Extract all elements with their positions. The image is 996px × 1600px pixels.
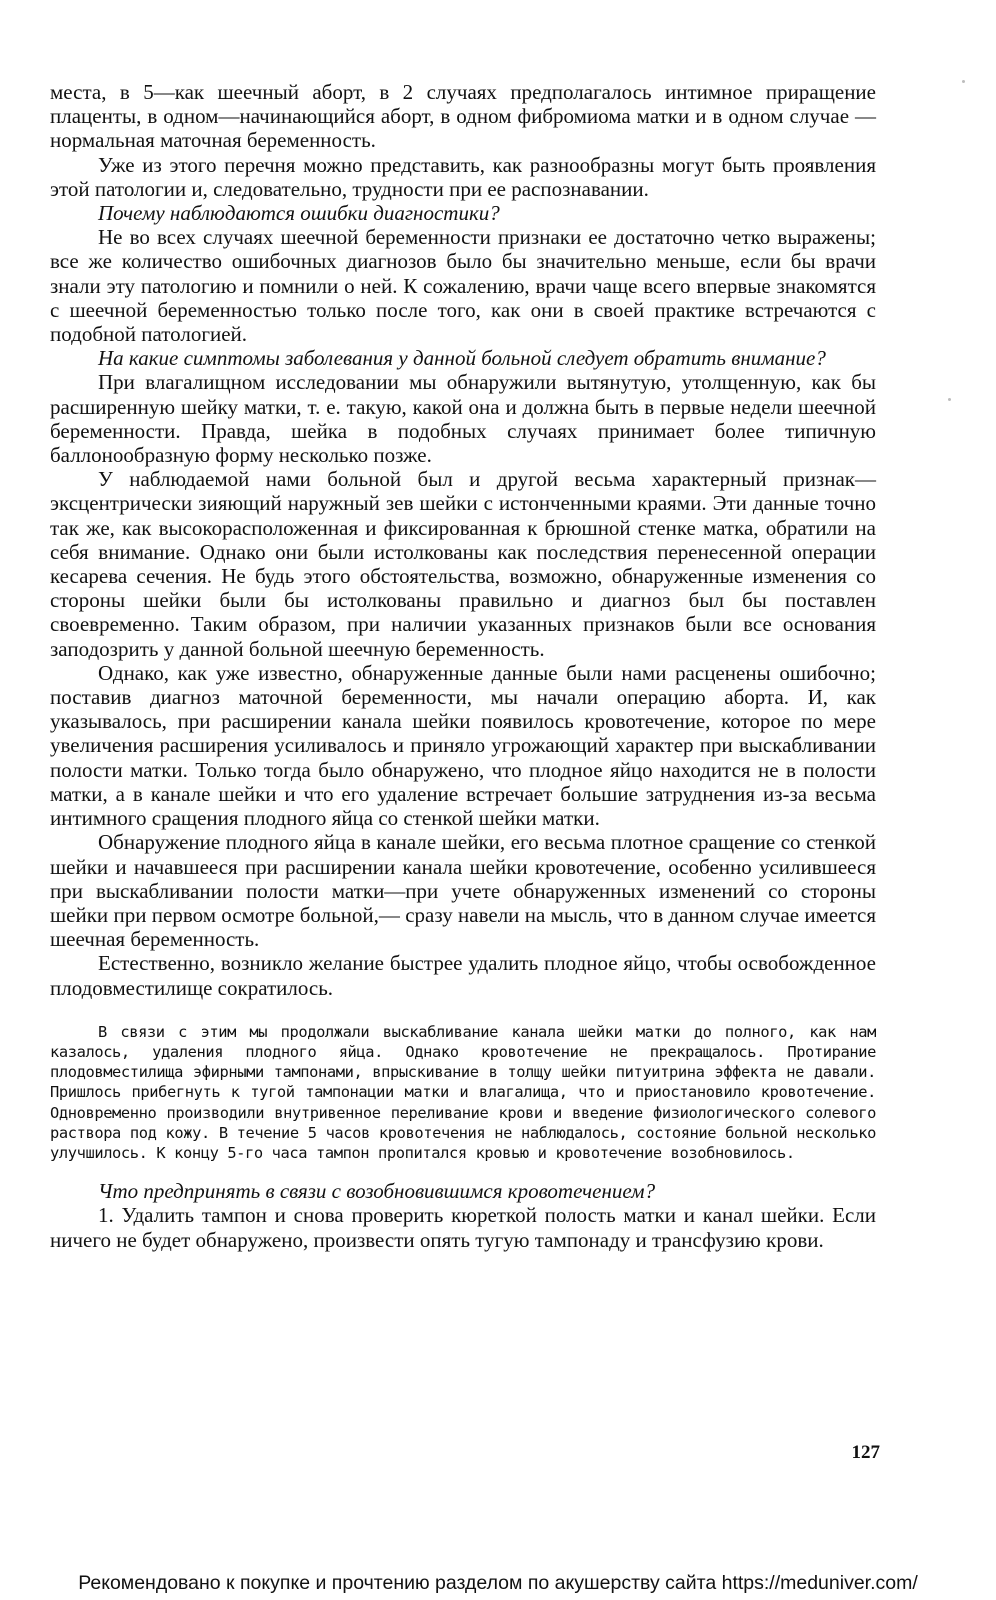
answer-1: 1. Удалить тампон и снова проверить кюреткой полость матки и канал шейки. Если ничего не будет обнаружено, произвести опять тугую тампонаду и трансфузию крови.: [50, 1203, 876, 1252]
scan-speck: [948, 398, 951, 401]
scan-speck: [962, 80, 965, 83]
case-note-text: В связи с этим мы продолжали выскабливание канала шейки матки до полного, как нам казалось, удаления плодного яйца. Однако кровотечение не прекращалось. Протирание плодовместилища эфирными тампонами, впрыскивание в толщу шейки питуитрина эффекта не давали. Пришлось прибегнуть к тугой тампонации матки и влагалища, что и приостановило кровотечение. Одновременно производили внутривенное переливание крови и введение физиологического солевого раствора под кожу. В течение 5 часов кровотечения не наблюдалось, состояние больной несколько улучшилось. К концу 5-го часа тампон пропитался кровью и кровотечение возобновилось.: [50, 1022, 876, 1162]
paragraph-8: Естественно, возникло желание быстрее удалить плодное яйцо, чтобы освобожденное плодовместилище сократилось.: [50, 951, 876, 1000]
paragraph-2: Уже из этого перечня можно представить, как разнообразны могут быть проявления этой патологии и, следовательно, трудности при ее распознавании.: [50, 152, 876, 201]
question-heading-3: Что предпринять в связи с возобновившимся кровотечением?: [98, 1179, 656, 1204]
paragraph-4: При влагалищном исследовании мы обнаружили вытянутую, утолщенную, как бы расширенную шейку матки, т. е. такую, какой она и должна быть в первые недели шеечной беременности. Правда, шейка в подобных случаях принимает более типичную баллонообразную форму несколько позже.: [50, 370, 876, 468]
paragraph-5: У наблюдаемой нами больной был и другой весьма характерный признак—эксцентрически зияющий наружный зев шейки с истонченными краями. Эти данные точно так же, как высокорасположенная и фиксированная к брюшной стенке матка, обратили на себя внимание. Однако они были истолкованы как последствия перенесенной операции кесарева сечения. Не будь этого обстоятельства, возможно, обнаруженные изменения со стороны шейки были бы истолкованы правильно и диагноз был бы поставлен своевременно. Таким образом, при наличии указанных признаков были все основания заподозрить у данной больной шеечную беременность.: [50, 467, 876, 661]
question-heading-1: Почему наблюдаются ошибки диагностики?: [98, 201, 500, 226]
paragraph-1: места, в 5—как шеечный аборт, в 2 случаях предполагалось интимное приращение плаценты, в одном—начинающийся аборт, в одном фибромиома матки и в одном случае — нормальная маточная беременность.: [50, 80, 876, 153]
paragraph-3: Не во всех случаях шеечной беременности признаки ее достаточно четко выражены; все же количество ошибочных диагнозов было бы значительно меньше, если бы врачи знали эту патологию и помнили о ней. К сожалению, врачи чаще всего впервые знакомятся с шеечной беременностью только после того, как они в своей практике встречаются с подобной патологией.: [50, 225, 876, 347]
page-number: 127: [851, 1442, 880, 1463]
footer-recommendation: Рекомендовано к покупке и прочтению разделом по акушерству сайта https://meduniver.com/: [78, 1572, 918, 1594]
paragraph-6: Однако, как уже известно, обнаруженные данные были нами расценены ошибочно; поставив диагноз маточной беременности, мы начали операцию аборта. И, как указывалось, при расширении канала шейки появилось кровотечение, которое по мере увеличения расширения усиливалось и приняло угрожающий характер при выскабливании полости матки. Только тогда было обнаружено, что плодное яйцо находится не в полости матки, а в канале шейки и что его удаление встречает большие затруднения из-за весьма интимного сращения плодного яйца со стенкой шейки матки.: [50, 660, 876, 831]
case-note-block: [50, 1022, 876, 1163]
paragraph-7: Обнаружение плодного яйца в канале шейки, его весьма плотное сращение со стенкой шейки и начавшееся при расширении канала шейки кровотечение, особенно усилившееся при выскабливании полости матки—при учете обнаруженных изменений со стороны шейки при первом осмотре больной,— сразу навели на мысль, что в данном случае имеется шеечная беременность.: [50, 830, 876, 952]
page-body: [50, 80, 876, 1252]
question-heading-2: На какие симптомы заболевания у данной больной следует обратить внимание?: [98, 346, 826, 371]
